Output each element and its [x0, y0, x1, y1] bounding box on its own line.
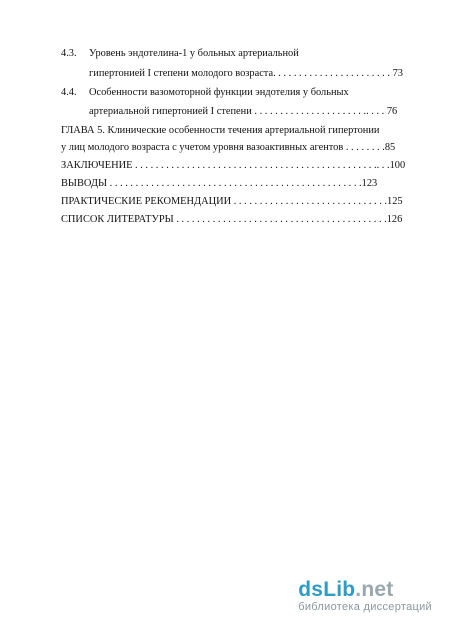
logo-net: .net — [355, 578, 394, 601]
toc-entry-4-4-line-2: артериальной гипертонией I степени . . . . . . . . . . . . . . . . . . . . . .. . . . 76 — [89, 106, 398, 117]
toc-entry-number: 4.4. — [61, 87, 77, 98]
toc-recommendations: ПРАКТИЧЕСКИЕ РЕКОМЕНДАЦИИ . . . . . . . . . . . . . . . . . . . . . . . . . . . . . .125 — [61, 196, 403, 207]
toc-entry-number: 4.3. — [61, 48, 77, 59]
toc-entry-title: Особенности вазомоторной функции эндотелия у больных — [89, 87, 349, 98]
toc-findings: ВЫВОДЫ . . . . . . . . . . . . . . . . . . . . . . . . . . . . . . . . . . . . . . . . . . . . . . . . .123 — [61, 178, 378, 189]
toc-entry-4-3-line-2: гипертонией I степени молодого возраста. . . . . . . . . . . . . . . . . . . . . . . 73 — [89, 68, 403, 79]
dslib-logo — [298, 579, 432, 601]
toc-conclusion: ЗАКЛЮЧЕНИЕ . . . . . . . . . . . . . . . . . . . . . . . . . . . . . . . . . . . . . . . . . . . . . . .. . .100 — [61, 160, 406, 171]
dslib-watermark — [298, 579, 432, 614]
toc-chapter-5-line-1: ГЛАВА 5. Клинические особенности течения артериальной гипертонии — [61, 125, 380, 136]
logo-ds: ds — [298, 578, 324, 601]
toc-references: СПИСОК ЛИТЕРАТУРЫ . . . . . . . . . . . . . . . . . . . . . . . . . . . . . . . . . . . . . . . . .126 — [61, 214, 403, 225]
logo-lib: Lib — [323, 578, 356, 601]
dslib-tagline: библиотека диссертаций — [298, 601, 432, 613]
toc-chapter-5-line-2: у лиц молодого возраста с учетом уровня вазоактивных агентов . . . . . . . .85 — [61, 142, 396, 153]
toc-entry-title: Уровень эндотелина-1 у больных артериальной — [89, 48, 299, 59]
